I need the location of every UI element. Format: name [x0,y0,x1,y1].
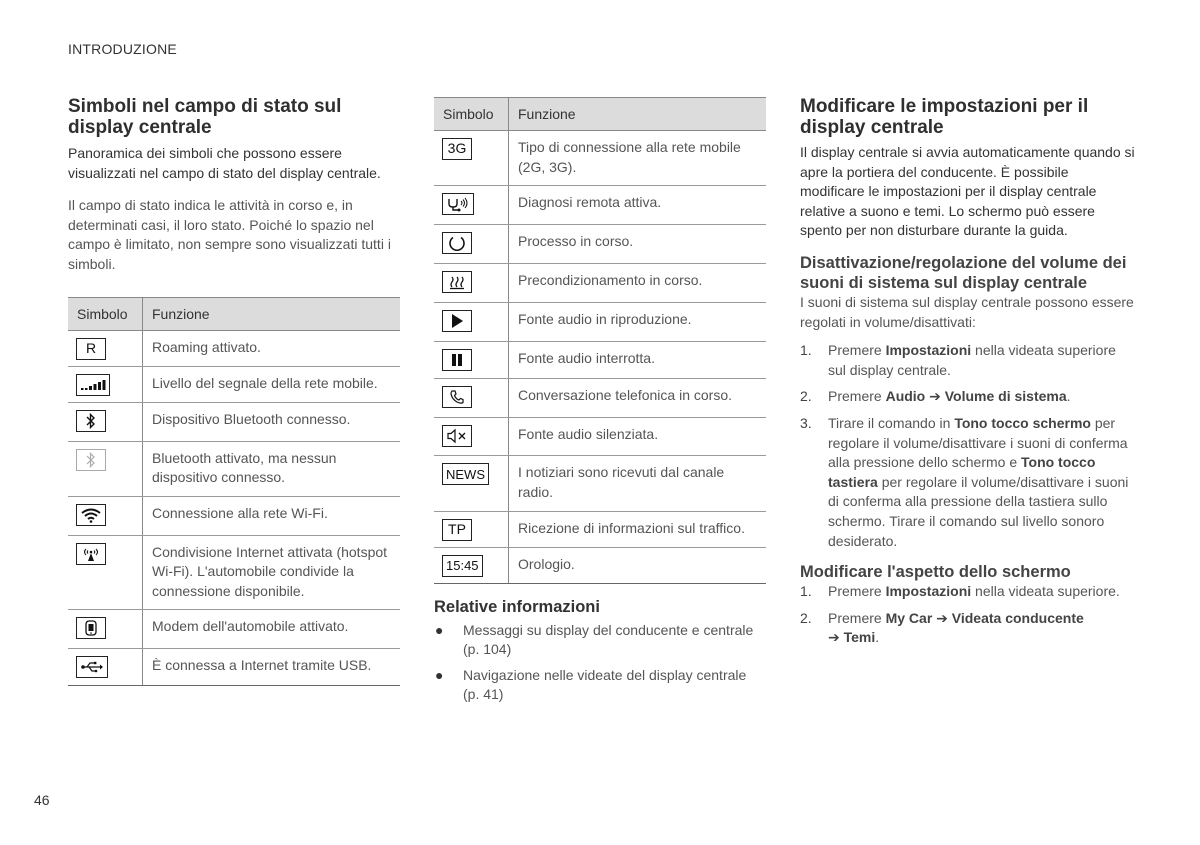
col-header-symbol: Simbolo [434,98,509,131]
function-text: Roaming attivato. [143,330,401,366]
related-link-text: Navigazione nelle videate del display centrale (p. 41) [463,666,747,703]
symbol-table-middle [434,97,766,584]
table-row [434,547,766,583]
function-text: Orologio. [509,547,767,583]
remote-diagnosis-icon [442,193,474,215]
mute-icon [442,425,472,447]
intro-paragraph: Il display centrale si avvia automaticamente quando si apre la portiera del conducente. È possibile modificare le impostazioni per il display centrale relative a suono e temi. Lo schermo può essere spento per non disturbare durante la guida. [800,144,1135,239]
bullet-icon: ● [435,621,444,638]
wifi-icon [76,504,106,526]
arrow-icon: ➔ [925,388,945,405]
subsection-title: Disattivazione/regolazione del volume dei suoni di sistema sul display centrale [800,253,1127,292]
table-row [434,511,766,547]
table-row [68,648,400,685]
table-row [434,224,766,264]
running-header: INTRODUZIONE [68,41,177,57]
arrow-icon: ➔ [932,609,952,626]
steps-list-theme [800,582,1135,648]
related-link-text: Messaggi su display del conducente e centrale (p. 104) [463,621,754,658]
table-row [68,496,400,535]
table-row [68,403,400,442]
related-list [434,621,766,705]
table-row [68,330,400,366]
step-item: 3. Tirare il comando in Tono tocco schermo per regolare il volume/disattivare i suoni di conferma alla pressione dello schermo e Tono tocco tastiera per regolare il volume/disattivare i suoni di conferma alla pressione della tastiera sullo schermo. Tirare il comando sul livello sonoro desiderato. [800,414,1129,549]
table-row [68,535,400,610]
table-row [434,341,766,379]
usb-icon [76,656,108,678]
page-number: 46 [34,792,50,808]
related-link[interactable] [434,621,766,660]
function-text: Modem dell'automobile attivato. [143,610,401,649]
3g-icon: 3G [442,138,472,160]
function-text: È connessa a Internet tramite USB. [143,648,401,685]
bluetooth-inactive-icon [76,449,106,471]
function-text: Fonte audio silenziata. [509,417,767,456]
table-row [434,302,766,341]
clock-icon: 15:45 [442,555,483,577]
arrow-icon: ➔ [828,629,844,646]
hotspot-icon [76,543,106,565]
function-text: Fonte audio interrotta. [509,341,767,379]
intro-paragraph: Panoramica dei simboli che possono essere visualizzati nel campo di stato del display centrale. [68,145,381,181]
preconditioning-icon [442,271,472,293]
right-column [800,96,1135,655]
function-text: Dispositivo Bluetooth connesso. [143,403,401,442]
function-text: Connessione alla rete Wi-Fi. [143,496,401,535]
function-text: Livello del segnale della rete mobile. [143,366,401,403]
table-row [434,186,766,225]
signal-strength-icon [76,374,110,396]
bluetooth-connected-icon [76,410,106,432]
function-text: Tipo di connessione alla rete mobile (2G, 3G). [509,131,767,186]
table-row [434,131,766,186]
body-paragraph: Il campo di stato indica le attività in corso e, in determinati casi, il loro stato. Poiché lo spazio nel campo è limitato, non sempre sono visualizzati tutti i simboli. [68,197,391,272]
function-text: Processo in corso. [509,224,767,264]
symbol-table-left [68,297,400,686]
subsection-intro: I suoni di sistema sul display centrale possono essere regolati in volume/disattivati: [800,293,1134,330]
step-item: 1. Premere Impostazioni nella videata superiore. [800,583,1120,600]
col-header-symbol: Simbolo [68,297,143,330]
function-text: Diagnosi remota attiva. [509,186,767,225]
section-title: Modificare le impostazioni per il display centrale [800,96,1089,138]
function-text: Bluetooth attivato, ma nessun dispositivo connesso. [143,441,401,496]
function-text: Fonte audio in riproduzione. [509,302,767,341]
related-title: Relative informazioni [434,597,600,616]
col-header-function: Funzione [143,297,401,330]
section-title: Simboli nel campo di stato sul display centrale [68,96,342,138]
pause-icon [442,349,472,371]
table-row [68,366,400,403]
step-item: 1. Premere Impostazioni nella videata superiore sul display centrale. [800,342,1116,378]
table-row [68,441,400,496]
steps-list-volume [800,341,1135,551]
roaming-icon: R [76,338,106,360]
step-item: 2. Premere My Car ➔ Videata conducente ➔ Temi. [800,609,1084,646]
table-row [434,456,766,511]
related-link[interactable] [434,666,766,705]
phone-icon [442,386,472,408]
play-icon [442,310,472,332]
function-text: Ricezione di informazioni sul traffico. [509,511,767,547]
function-text: Precondizionamento in corso. [509,264,767,303]
step-item: 2. Premere Audio ➔ Volume di sistema. [800,388,1071,405]
function-text: Condivisione Internet attivata (hotspot Wi-Fi). L'automobile condivide la connessione disponibile. [143,535,401,610]
middle-column [434,97,766,711]
table-row [68,610,400,649]
table-row [434,417,766,456]
bullet-icon: ● [435,666,444,683]
left-column [68,96,400,686]
subsection-title: Modificare l'aspetto dello schermo [800,563,1071,582]
table-row [434,264,766,303]
news-icon: NEWS [442,463,489,485]
process-icon [442,232,472,254]
function-text: Conversazione telefonica in corso. [509,379,767,418]
col-header-function: Funzione [509,98,767,131]
table-row [434,379,766,418]
traffic-info-icon: TP [442,519,472,541]
modem-icon [76,617,106,639]
function-text: I notiziari sono ricevuti dal canale radio. [509,456,767,511]
